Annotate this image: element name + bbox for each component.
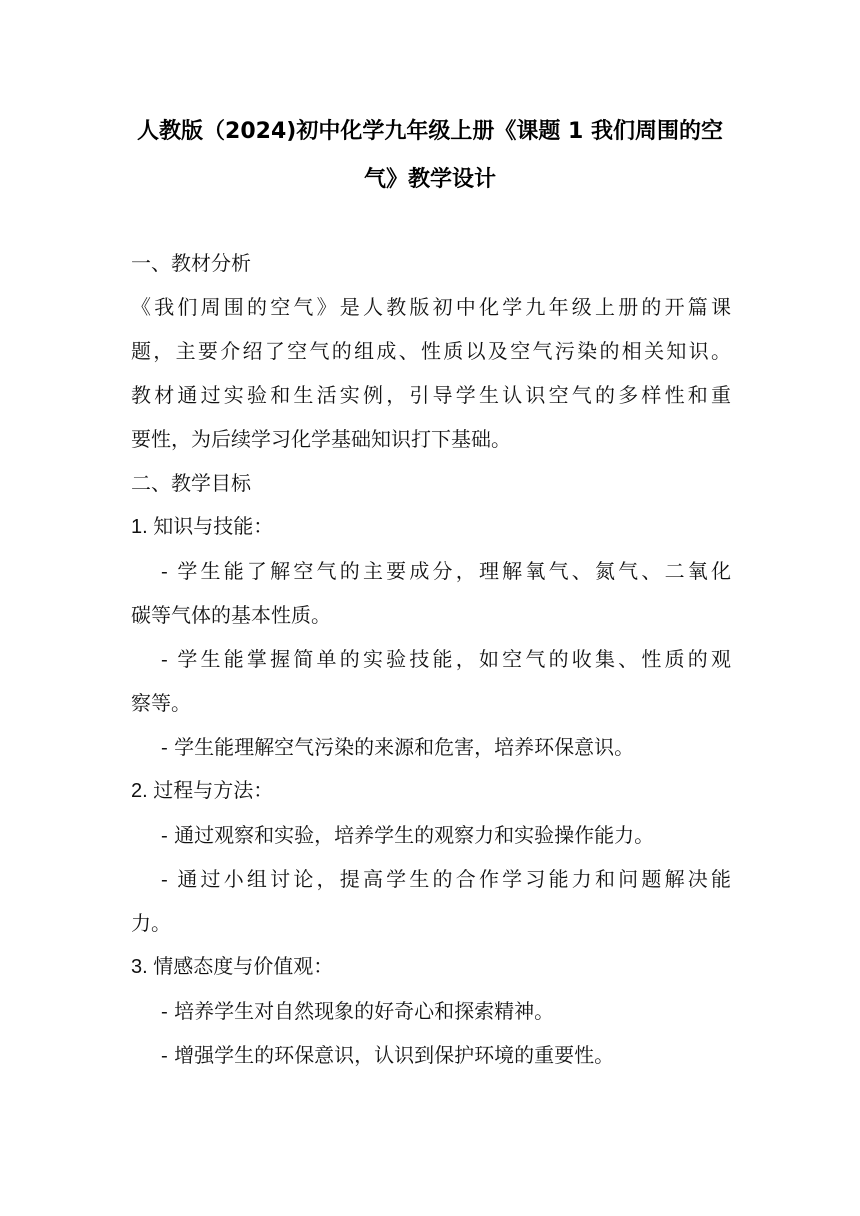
- goal-heading-knowledge-skills: 1. 知识与技能：: [131, 516, 274, 538]
- document-title: [120, 108, 740, 204]
- title-line-1: 人教版（2024)初中化学九年级上册《课题 1 我们周围的空: [137, 119, 723, 144]
- paragraph-line: 《我们周围的空气》是人教版初中化学九年级上册的开篇课: [131, 295, 731, 319]
- goal-item: - 学生能理解空气污染的来源和危害，培养环保意识。: [161, 735, 635, 759]
- goal-item: - 通过观察和实验，培养学生的观察力和实验操作能力。: [161, 823, 655, 847]
- document-body: [131, 245, 731, 1095]
- section-heading-textbook-analysis: 一、教材分析: [131, 251, 251, 275]
- goal-item: - 学生能掌握简单的实验技能，如空气的收集、性质的观: [161, 647, 731, 671]
- goal-item: - 学生能了解空气的主要成分，理解氧气、氮气、二氧化: [161, 559, 731, 583]
- goal-item: - 培养学生对自然现象的好奇心和探索精神。: [161, 999, 555, 1023]
- goal-item-continued: 碳等气体的基本性质。: [131, 603, 331, 627]
- paragraph-line: 要性，为后续学习化学基础知识打下基础。: [131, 427, 511, 451]
- section-heading-teaching-goals: 二、教学目标: [131, 471, 251, 495]
- goal-heading-attitudes-values: 3. 情感态度与价值观：: [131, 956, 334, 978]
- goal-item: - 通过小组讨论，提高学生的合作学习能力和问题解决能: [161, 867, 731, 891]
- paragraph-line: 题，主要介绍了空气的组成、性质以及空气污染的相关知识。: [131, 339, 731, 363]
- goal-item-continued: 察等。: [131, 691, 191, 715]
- goal-item: - 增强学生的环保意识，认识到保护环境的重要性。: [161, 1043, 615, 1067]
- paragraph-line: 教材通过实验和生活实例，引导学生认识空气的多样性和重: [131, 383, 731, 407]
- title-line-2: 气》教学设计: [363, 167, 496, 192]
- goal-item-continued: 力。: [131, 911, 171, 935]
- goal-heading-process-methods: 2. 过程与方法：: [131, 780, 274, 802]
